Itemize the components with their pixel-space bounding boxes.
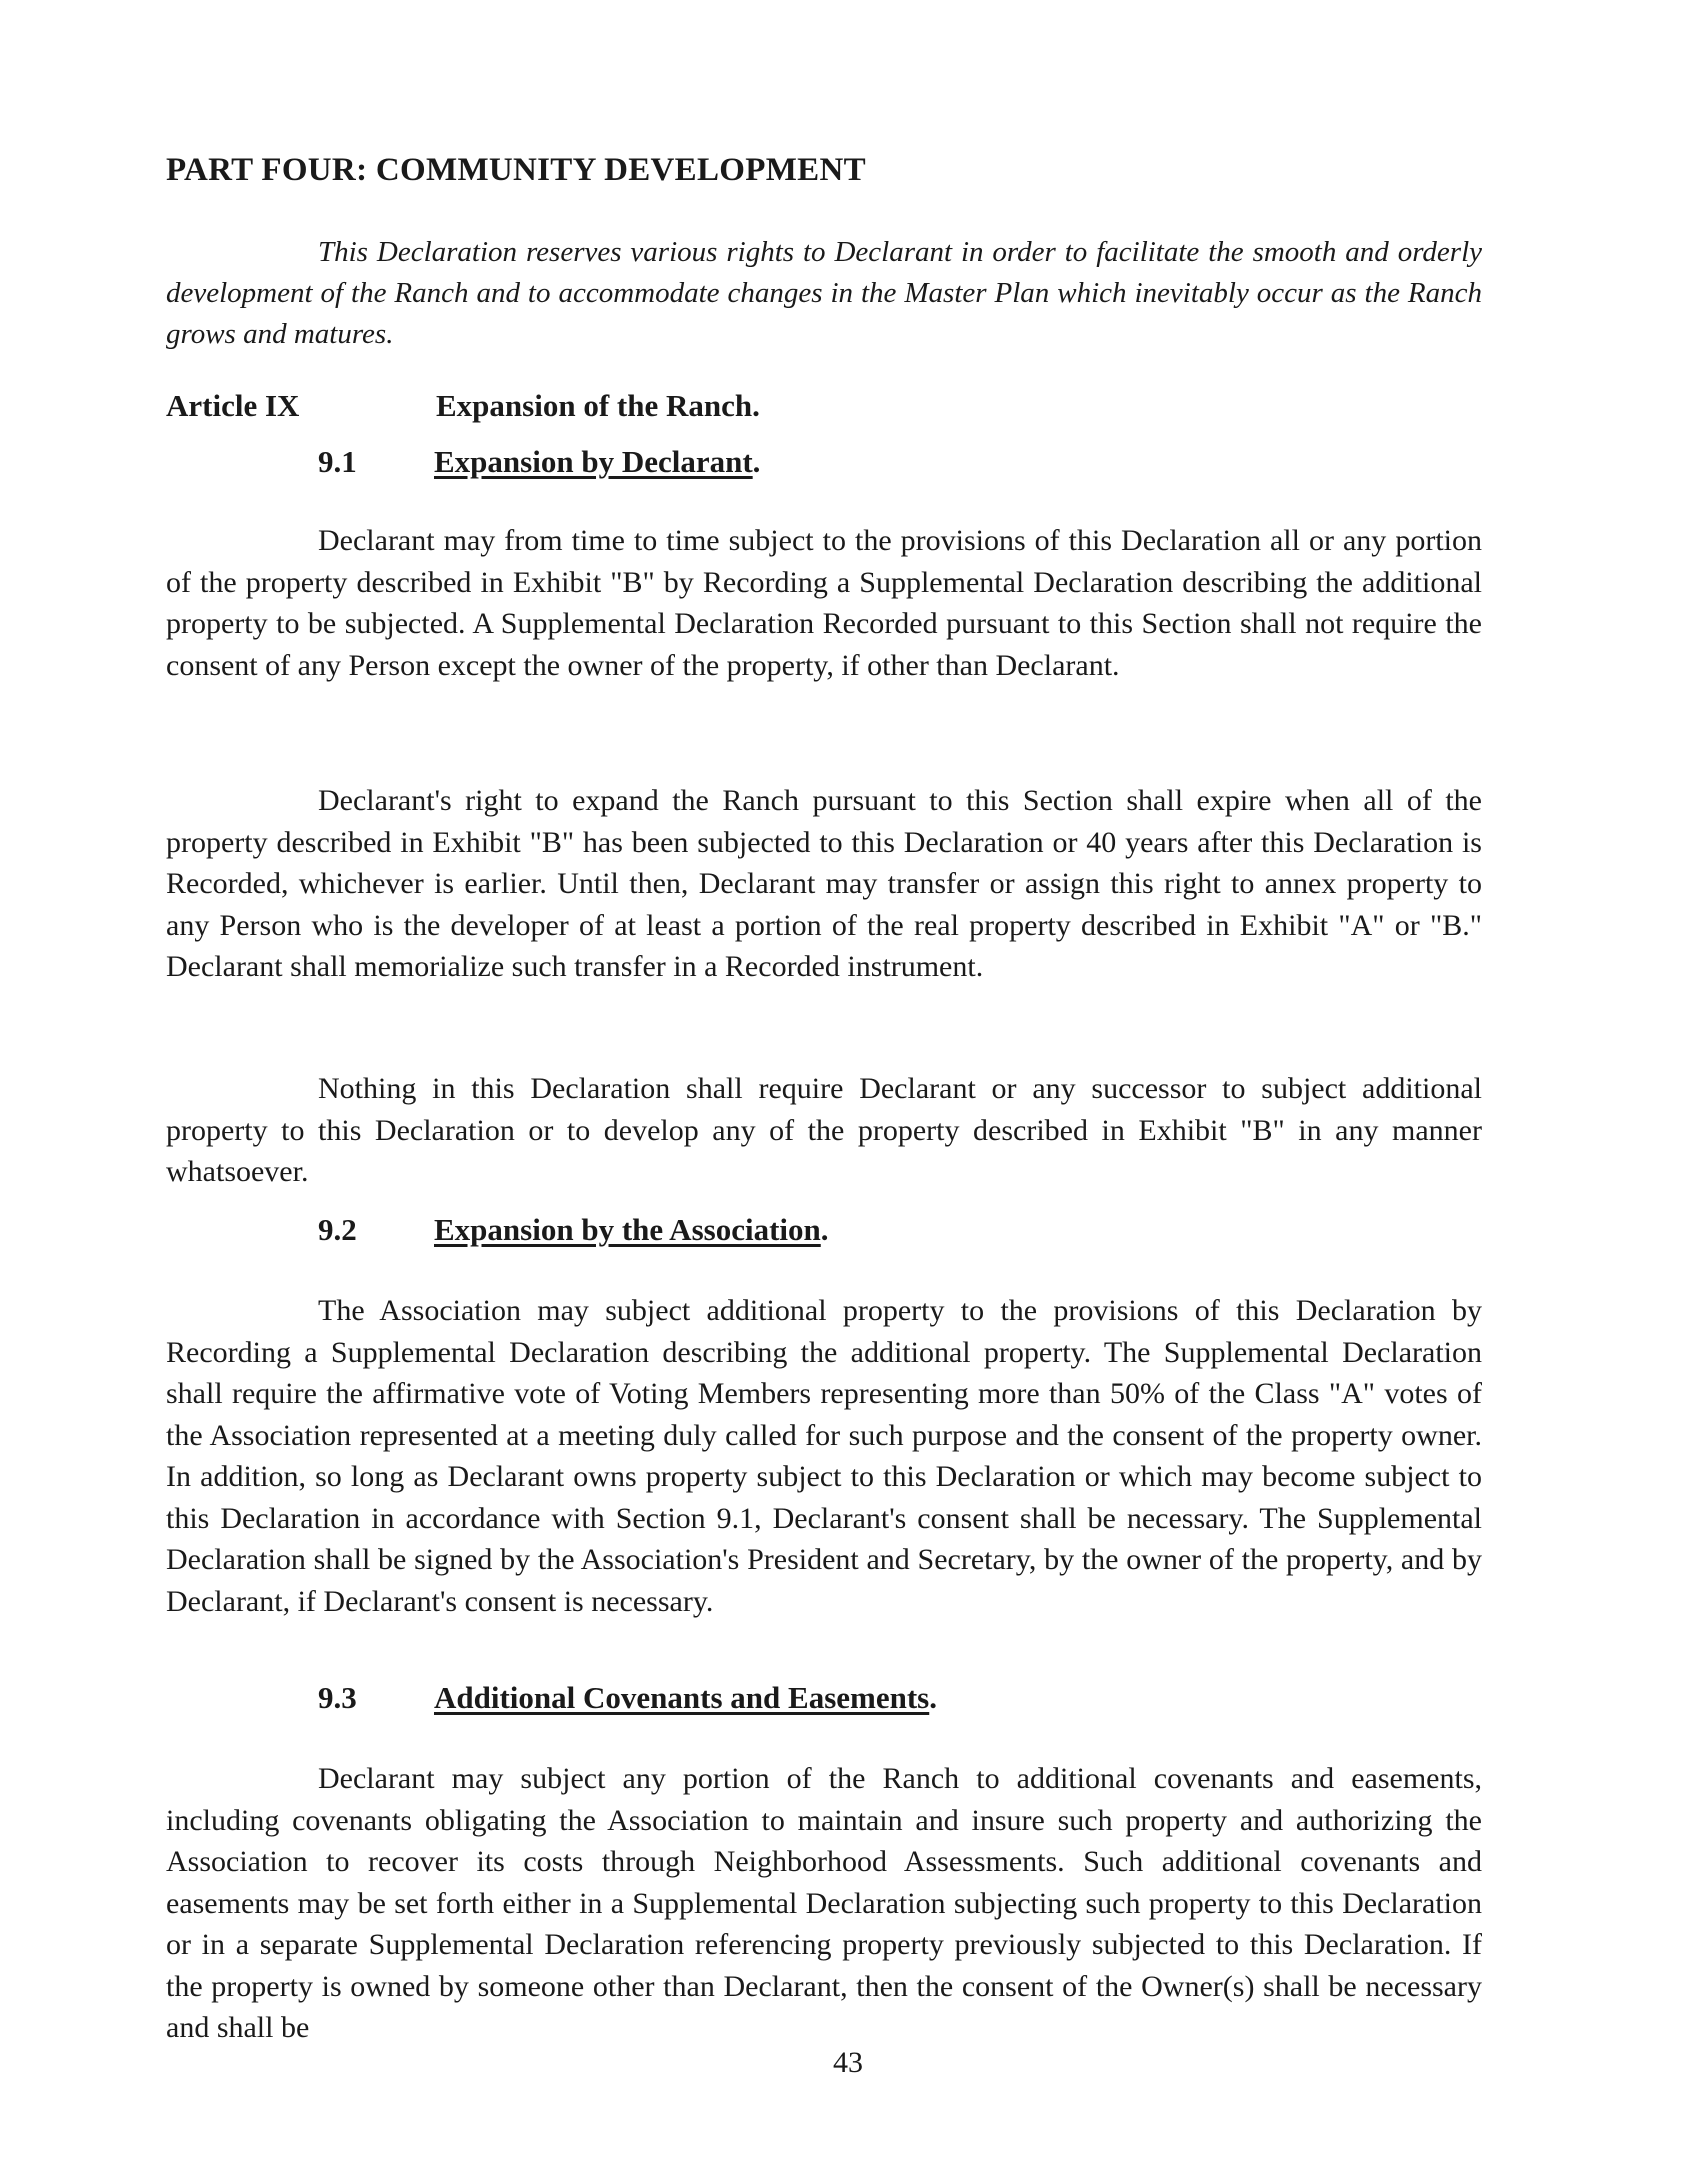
section-9-1-paragraph-2: Declarant's right to expand the Ranch pursuant to this Section shall expire when all of the property described in Exhibit "B" has been subjected to this Declaration or 40 years after this Declaration is Recorded, whichever is earlier. Until then, Declarant may transfer or assign this right to annex property to any Person who is the developer of at least a portion of the real property described in Exhibit "A" or "B." Declarant shall memorialize such transfer in a Recorded instrument. [166, 784, 1482, 983]
article-title: Expansion of the Ranch. [436, 388, 760, 423]
section-heading-9-3: 9.3 Additional Covenants and Easements. [318, 1680, 937, 1715]
section-9-1-paragraph-3: Nothing in this Declaration shall require Declarant or any successor to subject additional property to this Declaration or to develop any of the property described in Exhibit "B" in any manner whatsoever. [166, 1072, 1482, 1188]
page-number: 43 [833, 2046, 863, 2079]
intro-paragraph: This Declaration reserves various rights to Declarant in order to facilitate the smooth and orderly development of the Ranch and to accommodate changes in the Master Plan which inevitably occur as the Ranch grows and matures. [166, 236, 1482, 350]
section-number: 9.1 [318, 444, 357, 479]
section-9-1-paragraph-1: Declarant may from time to time subject to the provisions of this Declaration all or any portion of the property described in Exhibit "B" by Recording a Supplemental Declaration describing the additional property to be subjected. A Supplemental Declaration Recorded pursuant to this Section shall not require the consent of any Person except the owner of the property, if other than Declarant. [166, 524, 1482, 682]
article-number: Article IX [166, 388, 300, 423]
section-title: Additional Covenants and Easements [434, 1680, 930, 1715]
part-heading: PART FOUR: COMMUNITY DEVELOPMENT [166, 152, 866, 188]
section-title: Expansion by the Association [434, 1212, 821, 1247]
section-9-3-paragraph-1: Declarant may subject any portion of the Ranch to additional covenants and easements, including covenants obligating the Association to maintain and insure such property and authorizing the Association to recover its costs through Neighborhood Assessments. Such additional covenants and easements may be set forth either in a Supplemental Declaration subjecting such property to this Declaration or in a separate Supplemental Declaration referencing property previously subjected to this Declaration. If the property is owned by someone other than Declarant, then the consent of the Owner(s) shall be necessary and shall be [166, 1762, 1482, 2044]
section-number: 9.3 [318, 1680, 357, 1715]
section-number: 9.2 [318, 1212, 357, 1247]
article-heading [166, 388, 760, 424]
section-heading-9-2: 9.2 Expansion by the Association. [318, 1212, 829, 1247]
section-9-2-paragraph-1: The Association may subject additional property to the provisions of this Declaration by Recording a Supplemental Declaration describing the additional property. The Supplemental Declaration shall require the affirmative vote of Voting Members representing more than 50% of the Class "A" votes of the Association represented at a meeting duly called for such purpose and the consent of the property owner. In addition, so long as Declarant owns property subject to this Declaration or which may become subject to this Declaration in accordance with Section 9.1, Declarant's consent shall be necessary. The Supplemental Declaration shall be signed by the Association's President and Secretary, by the owner of the property, and by Declarant, if Declarant's consent is necessary. [166, 1294, 1482, 1618]
section-title: Expansion by Declarant [434, 444, 753, 479]
section-heading-9-1: 9.1 Expansion by Declarant. [318, 444, 761, 479]
